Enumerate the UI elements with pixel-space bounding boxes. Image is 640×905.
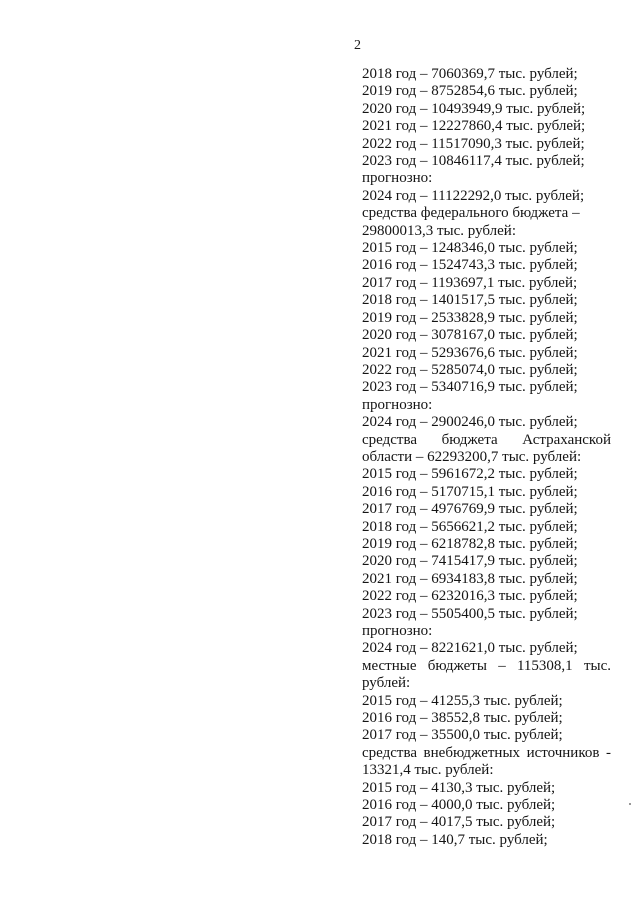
text-line: 2022 год – 11517090,3 тыс. рублей; [362, 135, 585, 152]
text-line: 2023 год – 10846117,4 тыс. рублей; [362, 153, 585, 170]
text-line: средства федерального бюджета – [362, 205, 580, 222]
text-line: 2017 год – 4976769,9 тыс. рублей; [362, 501, 578, 518]
text-line: 2022 год – 6232016,3 тыс. рублей; [362, 588, 578, 605]
text-line: 2020 год – 10493949,9 тыс. рублей; [362, 100, 586, 117]
text-line: 2017 год – 1193697,1 тыс. рублей; [362, 274, 578, 291]
paragraph-astrakhan-budget: средства бюджета Астраханской области – 62293200,7 тыс. рублей: [362, 431, 611, 465]
text-line: 2024 год – 8221621,0 тыс. рублей; [362, 640, 578, 657]
text-line: 2015 год – 4130,3 тыс. рублей; [362, 779, 556, 796]
text-line: 2020 год – 3078167,0 тыс. рублей; [362, 327, 578, 344]
text-line: 2021 год – 6934183,8 тыс. рублей; [362, 570, 578, 587]
text-line: 2015 год – 41255,3 тыс. рублей; [362, 692, 563, 709]
text-line: 2023 год – 5505400,5 тыс. рублей; [362, 605, 578, 622]
text-line: 2019 год – 2533828,9 тыс. рублей; [362, 309, 578, 326]
text-line: 2021 год – 12227860,4 тыс. рублей; [362, 118, 586, 135]
text-line: прогнозно: [362, 623, 433, 639]
scan-speck [629, 803, 631, 805]
text-line: 2016 год – 4000,0 тыс. рублей; [362, 797, 556, 814]
text-line: 2019 год – 8752854,6 тыс. рублей; [362, 83, 578, 100]
text-line: 2015 год – 5961672,2 тыс. рублей; [362, 466, 578, 483]
text-line: 2022 год – 5285074,0 тыс. рублей; [362, 361, 578, 378]
text-line: прогнозно: [362, 396, 433, 413]
page-number: 2 [354, 38, 361, 53]
funding-text-column [362, 66, 611, 849]
text-line: 2018 год – 5656621,2 тыс. рублей; [362, 518, 578, 535]
text-line: 2024 год – 11122292,0 тыс. рублей; [362, 187, 585, 204]
text-line: 2023 год – 5340716,9 тыс. рублей; [362, 379, 578, 396]
text-line: 2018 год – 7060369,7 тыс. рублей; [362, 66, 578, 82]
paragraph-local-budgets: местные бюджеты – 115308,1 тыс. рублей: [362, 657, 611, 692]
text-line: 29800013,3 тыс. рублей: [362, 222, 516, 239]
text-line: 2017 год – 35500,0 тыс. рублей; [362, 727, 563, 744]
text-line: 2019 год – 6218782,8 тыс. рублей; [362, 535, 578, 552]
text-line: 2024 год – 2900246,0 тыс. рублей; [362, 414, 578, 431]
text-line: 2015 год – 1248346,0 тыс. рублей; [362, 240, 578, 257]
text-line: 2016 год – 38552,8 тыс. рублей; [362, 710, 563, 727]
text-line: 2020 год – 7415417,9 тыс. рублей; [362, 553, 578, 570]
text-line: 2016 год – 1524743,3 тыс. рублей; [362, 257, 578, 274]
text-line: прогнозно: [362, 170, 433, 187]
text-line: 2021 год – 5293676,6 тыс. рублей; [362, 344, 578, 361]
text-line: 2018 год – 1401517,5 тыс. рублей; [362, 292, 578, 309]
text-line: 2017 год – 4017,5 тыс. рублей; [362, 814, 556, 831]
text-line: 2018 год – 140,7 тыс. рублей; [362, 831, 548, 848]
text-line: 2016 год – 5170715,1 тыс. рублей; [362, 483, 578, 500]
paragraph-offbudget-sources: средства внебюджетных источников - 13321,4 тыс. рублей: [362, 744, 611, 779]
